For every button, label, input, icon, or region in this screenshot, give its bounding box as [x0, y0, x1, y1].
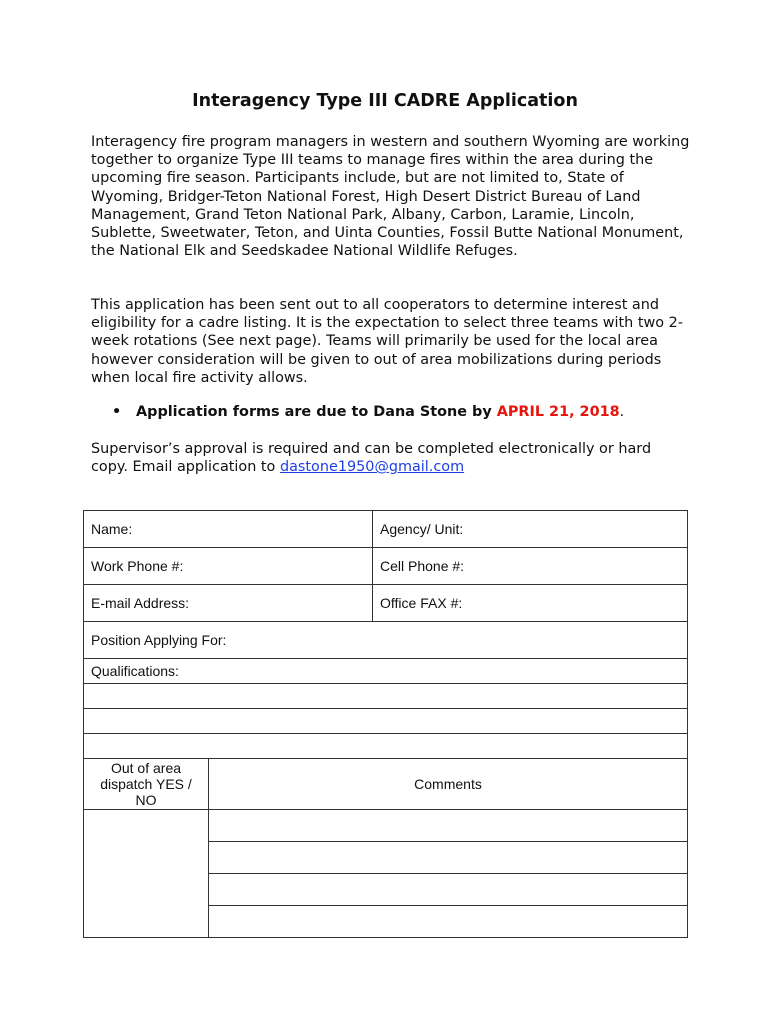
intro-paragraph: Interagency fire program managers in western and southern Wyoming are working together to organize Type III teams to manage fires within the area during the upcoming fire season. Participants include, but are not limited to, State of Wyoming, Bridger-Teton National Forest, High Desert District Bureau of Land Management, Grand Teton National Park, Albany, Carbon, Laramie, Lincoln, Sublette, Sweetwater, Teton, and Uinta Counties, Fossil Butte National Monument, the National Elk and Seedskadee National Wildlife Refuges. — [91, 134, 690, 260]
dispatch-answer[interactable] — [84, 810, 209, 938]
qualifications-line — [84, 709, 688, 734]
dispatch-header: Out of area dispatch YES / NO — [84, 759, 209, 810]
page-title: Interagency Type III CADRE Application — [192, 91, 578, 111]
fax-field[interactable]: Office FAX #: — [373, 585, 688, 622]
qualifications-input[interactable] — [84, 734, 688, 759]
comments-input[interactable] — [209, 810, 688, 842]
deadline-period: . — [619, 404, 625, 420]
form-row-qualifications — [84, 659, 688, 684]
application-form — [83, 510, 688, 938]
qualifications-field[interactable]: Qualifications: — [84, 659, 688, 684]
deadline-date: APRIL 21, 2018 — [496, 404, 620, 420]
email-link[interactable]: dastone1950@gmail.com — [279, 459, 465, 476]
qualifications-input[interactable] — [84, 709, 688, 734]
qualifications-line — [84, 734, 688, 759]
comments-input[interactable] — [209, 874, 688, 906]
comments-header: Comments — [209, 759, 688, 810]
approval-paragraph — [91, 440, 691, 476]
form-row-position — [84, 622, 688, 659]
work-phone-field[interactable]: Work Phone #: — [84, 548, 373, 585]
cell-phone-field[interactable]: Cell Phone #: — [373, 548, 688, 585]
form-row-phone — [84, 548, 688, 585]
deadline-text: Application forms are due to Dana Stone by — [136, 404, 497, 420]
comments-row — [84, 810, 688, 842]
bullet-icon: • — [112, 404, 122, 420]
position-field[interactable]: Position Applying For: — [84, 622, 688, 659]
name-field[interactable]: Name: — [84, 511, 373, 548]
qualifications-input[interactable] — [84, 684, 688, 709]
email-field[interactable]: E-mail Address: — [84, 585, 373, 622]
comments-input[interactable] — [209, 842, 688, 874]
form-row-dispatch-header — [84, 759, 688, 810]
agency-field[interactable]: Agency/ Unit: — [373, 511, 688, 548]
approval-text: Supervisor’s approval is required and can be completed electronically or hard copy. Email application to — [91, 441, 652, 476]
comments-input[interactable] — [209, 906, 688, 938]
qualifications-line — [84, 684, 688, 709]
purpose-paragraph: This application has been sent out to all cooperators to determine interest and eligibility for a cadre listing. It is the expectation to select three teams with two 2-week rotations (See next page). Teams will primarily be used for the local area however consideration will be given to out of area mobilizations during periods when local fire activity allows. — [91, 297, 684, 386]
form-row-email — [84, 585, 688, 622]
form-row-name — [84, 511, 688, 548]
deadline-notice — [136, 403, 624, 421]
